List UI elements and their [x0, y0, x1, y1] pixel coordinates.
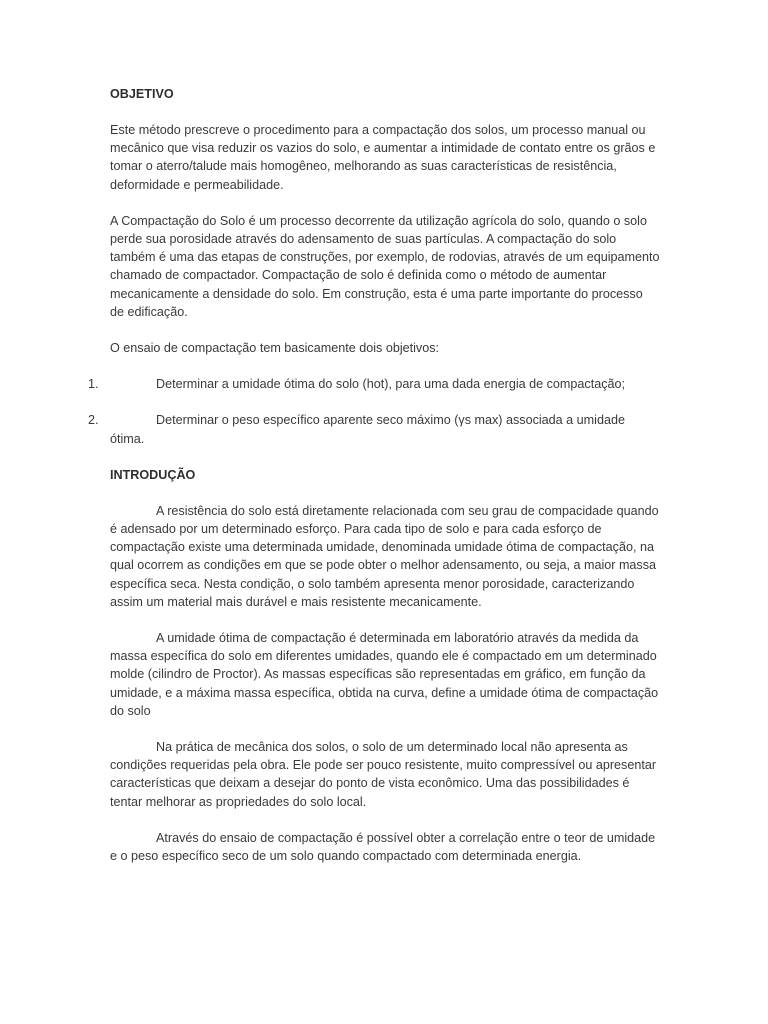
paragraph-introducao-3: Na prática de mecânica dos solos, o solo de um determinado local não apresenta as condições requeridas pela obra. Ele pode ser pouco resistente, muito compressível ou apresentar características que deixam a desejar do ponto de vista econômico. Uma das possibilidades é tentar melhorar as propriedades do solo local.: [110, 740, 657, 809]
list-item-number: 1.: [88, 377, 99, 392]
paragraph-introducao-2: A umidade ótima de compactação é determinada em laboratório através da medida da massa específica do solo em diferentes umidades, quando ele é compactado em um determinado molde (cilindro de Proctor). As massas específicas são representadas em gráfico, em função da umidade, e a máxima massa específica, obtida na curva, define a umidade ótima de compactação do solo: [110, 631, 659, 718]
list-item: [88, 375, 660, 393]
list-item-number: 2.: [88, 413, 99, 428]
paragraph-objetivo-2: A Compactação do Solo é um processo decorrente da utilização agrícola do solo, quando o solo perde sua porosidade através do adensamento de suas partículas. A compactação do solo também é uma das etapas de construções, por exemplo, de rodovias, através de um equipamento chamado de compactador. Compactação de solo é definida como o método de aumentar mecanicamente a densidade do solo. Em construção, esta é uma parte importante do processo de edificação.: [110, 213, 660, 319]
list-item-text: Determinar a umidade ótima do solo (hot), para uma dada energia de compactação;: [156, 377, 626, 392]
paragraph-introducao-1: A resistência do solo está diretamente relacionada com seu grau de compacidade quando é adensado por um determinado esforço. Para cada tipo de solo e para cada esforço de compactação existe uma determinada umidade, denominada umidade ótima de compactação, na qual ocorrem as condições em que se pode obter o melhor adensamento, ou seja, a maior massa específica seca. Nesta condição, o solo também apresenta menor porosidade, caracterizando assim um material mais durável e mais resistente mecanicamente.: [110, 503, 659, 609]
document-body: [88, 85, 660, 883]
paragraph-introducao-4: Através do ensaio de compactação é possível obter a correlação entre o teor de umidade e o peso específico seco de um solo quando compactado com determinada energia.: [110, 830, 656, 864]
paragraph-objetivo-3: O ensaio de compactação tem basicamente dois objetivos:: [110, 341, 440, 356]
section-heading-objetivo: OBJETIVO: [110, 87, 174, 101]
section-heading-introducao: INTRODUÇÃO: [110, 467, 196, 482]
paragraph-objetivo-1: Este método prescreve o procedimento para a compactação dos solos, um processo manual ou mecânico que visa reduzir os vazios do solo, e aumentar a intimidade de contato entre os grãos e tomar o aterro/talude mais homogêneo, melhorando as suas características de resistência, deformidade e permeabilidade.: [110, 123, 656, 192]
list-item: [88, 411, 660, 447]
list-item-text: Determinar o peso específico aparente seco máximo (γs max) associada a umidade ótima.: [110, 413, 625, 446]
